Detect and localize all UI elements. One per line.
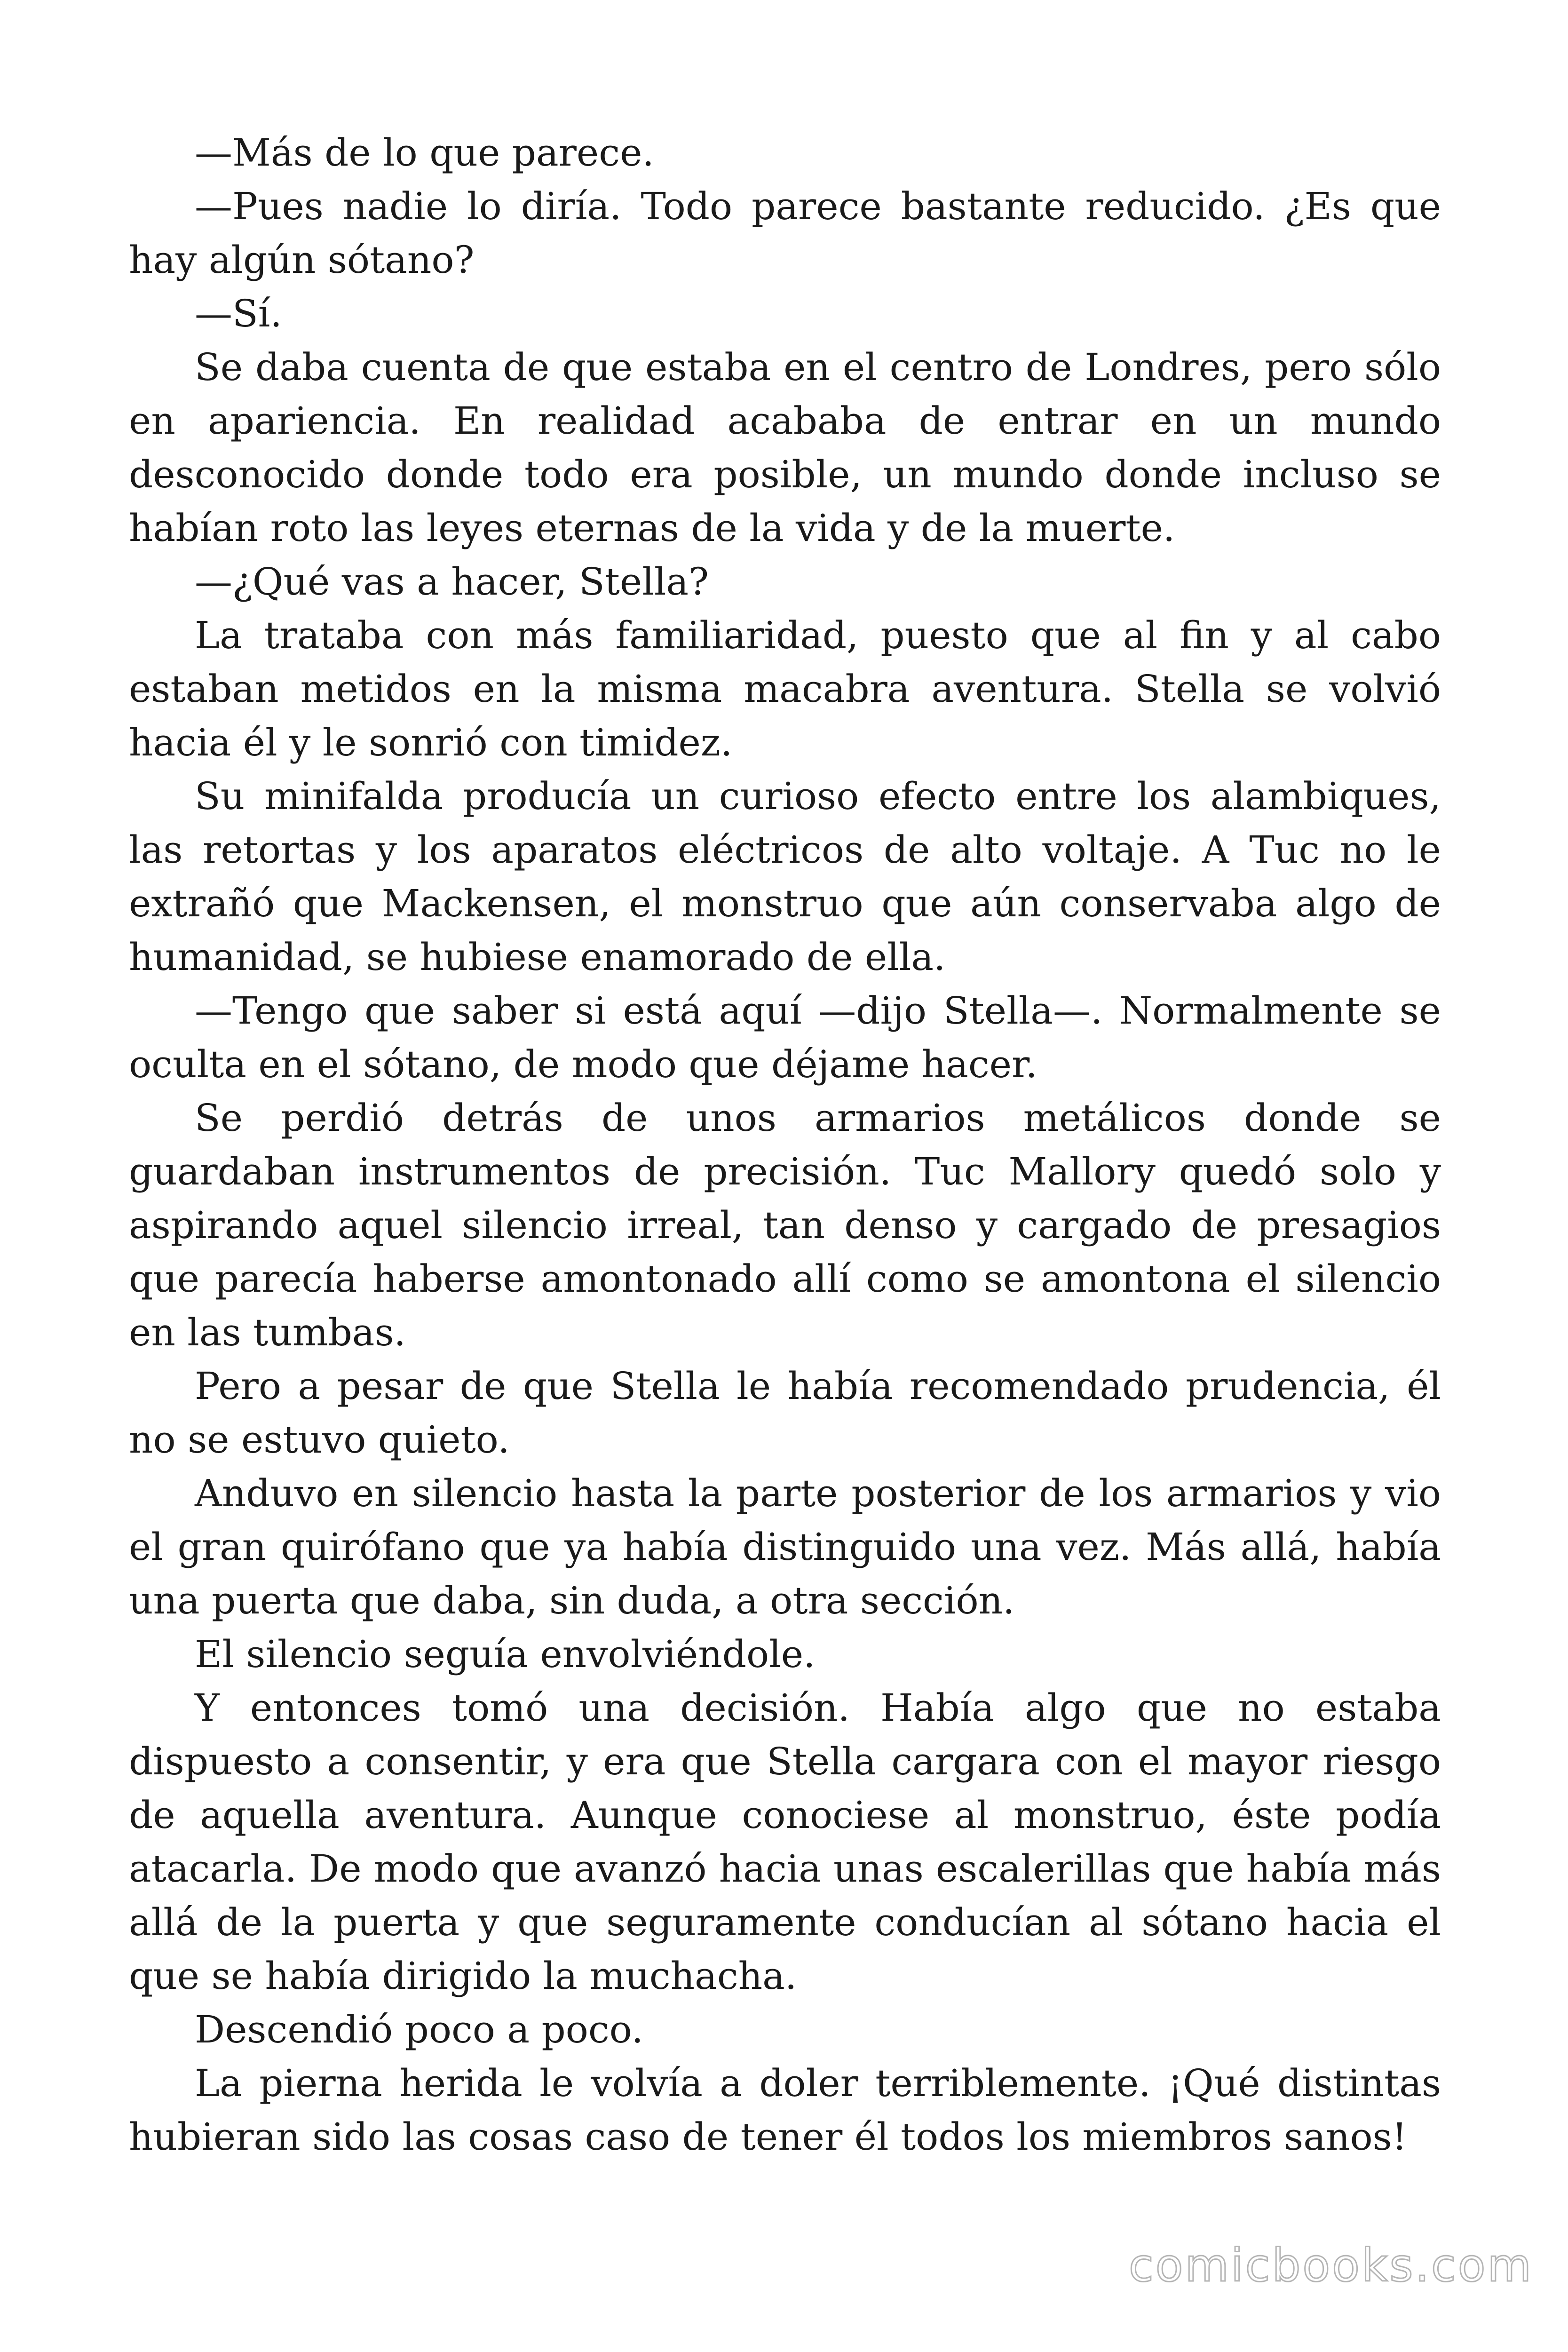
paragraph: —Tengo que saber si está aquí —dijo Stella—. Normalmente se oculta en el sótano, de modo que déjame hacer. <box>129 989 1441 1086</box>
paragraph: Y entonces tomó una decisión. Había algo que no estaba dispuesto a consentir, y era que Stella cargara con el mayor riesgo de aquella aventura. Aunque conociese al monstruo, éste podía atacarla. De modo que avanzó hacia unas escalerillas que había más allá de la puerta y que seguramente conducían al sótano hacia el que se había dirigido la muchacha. <box>129 1686 1441 1998</box>
paragraph: Anduvo en silencio hasta la parte posterior de los armarios y vio el gran quirófano que ya había distinguido una vez. Más allá, había una puerta que daba, sin duda, a otra sección. <box>129 1471 1441 1622</box>
paragraph: Se daba cuenta de que estaba en el centro de Londres, pero sólo en apariencia. En realidad acababa de entrar en un mundo desconocido donde todo era posible, un mundo donde incluso se habían roto las leyes eternas de la vida y de la muerte. <box>129 345 1441 550</box>
paragraph: La pierna herida le volvía a doler terriblemente. ¡Qué distintas hubieran sido las cosas caso de tener él todos los miembros sanos! <box>129 2061 1441 2159</box>
paragraph: Pero a pesar de que Stella le había recomendado prudencia, él no se estuvo quieto. <box>129 1364 1441 1462</box>
paragraph: Se perdió detrás de unos armarios metálicos donde se guardaban instrumentos de precisión. Tuc Mallory quedó solo y aspirando aquel silencio irreal, tan denso y cargado de presagios que parecía haberse amontonado allí como se amontona el silencio en las tumbas. <box>129 1096 1441 1354</box>
watermark: comicbooks.com <box>1128 2239 1533 2292</box>
paragraph: Su minifalda producía un curioso efecto entre los alambiques, las retortas y los aparatos eléctricos de alto voltaje. A Tuc no le extrañó que Mackensen, el monstruo que aún conservaba algo de humanidad, se hubiese enamorado de ella. <box>129 774 1441 979</box>
paragraph: —Más de lo que parece. <box>195 131 654 175</box>
paragraph: —Pues nadie lo diría. Todo parece bastante reducido. ¿Es que hay algún sótano? <box>129 184 1441 282</box>
paragraph: —¿Qué vas a hacer, Stella? <box>195 560 709 604</box>
paragraph: —Sí. <box>195 292 282 335</box>
paragraph: Descendió poco a poco. <box>195 2008 643 2051</box>
body-text <box>129 126 1441 2164</box>
paragraph: La trataba con más familiaridad, puesto que al fin y al cabo estaban metidos en la misma macabra aventura. Stella se volvió hacia él y le sonrió con timidez. <box>129 613 1441 764</box>
paragraph: El silencio seguía envolviéndole. <box>195 1632 816 1676</box>
